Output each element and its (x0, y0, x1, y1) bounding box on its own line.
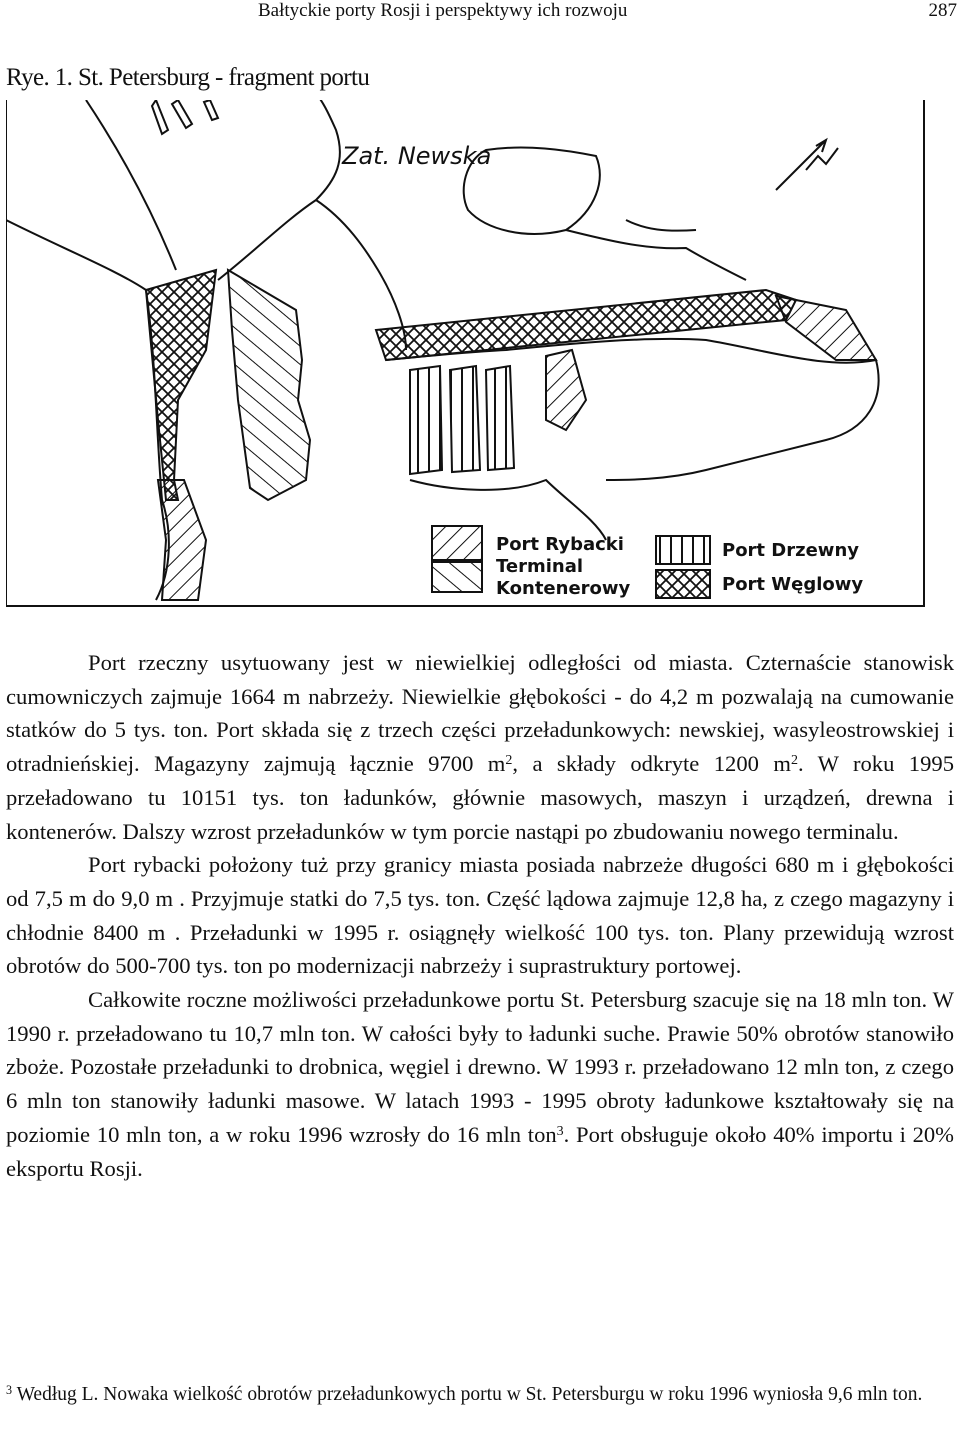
pier-tip (546, 350, 586, 430)
legend-label-weglowy: Port Węglowy (722, 574, 864, 595)
bay-label: Zat. Newska (342, 142, 492, 170)
port-map (6, 100, 926, 630)
footnote-marker: 3 (6, 1382, 13, 1397)
paragraph-3-text-b: . Port obsługuje około 40% importu i 20% eksportu Rosji. (6, 1121, 954, 1181)
paragraph-3-text-a: Całkowite roczne możliwości przeładunkowe portu St. Petersburg szacuje się na 18 mln ton. W 1990 r. przeładowano tu 10,7 mln ton. W całości były to ładunki suche. Prawie 50% obrotów stanowiło zboże. Pozostałe przeładunki to drobnica, węgiel i drewno. W 1993 r. przeładowano 12 mln ton, z czego 6 mln ton stanowiły ładunki masowe. W latach 1993 - 1995 obroty ładunkowe kształtowały się na poziomie 10 mln ton, a w roku 1996 wzrosły do 16 mln ton (6, 987, 954, 1147)
coal-port-pier (146, 270, 216, 500)
paragraph-1 (6, 646, 954, 848)
north-arrow-icon (776, 140, 838, 190)
superscript: 2 (505, 753, 513, 769)
legend-swatch-terminal (432, 562, 482, 592)
legend-swatch-drzewny (656, 536, 710, 564)
terminal-zone (228, 270, 310, 500)
fishing-port-right (776, 296, 876, 360)
timber-pier-2 (450, 366, 480, 472)
legend-label-terminal: Terminal (496, 556, 584, 577)
superscript: 2 (790, 753, 798, 769)
timber-pier-3 (486, 366, 514, 470)
legend-label-kontenerowy: Kontenerowy (496, 578, 631, 599)
legend-label-drzewny: Port Drzewny (722, 540, 859, 561)
footnote (6, 1382, 954, 1408)
running-title: Bałtyckie porty Rosji i perspektywy ich rozwoju (258, 0, 628, 21)
footnote-reference: 3 (556, 1123, 564, 1139)
timber-pier-1 (410, 366, 442, 474)
paragraph-3 (6, 983, 954, 1185)
legend-swatch-rybacki (432, 526, 482, 560)
paragraph-2: Port rybacki położony tuż przy granicy miasta posiada nabrzeże długości 680 m i głębokości od 7,5 m do 9,0 m . Przyjmuje statki do 7,5 tys. ton. Część lądowa zajmuje 12,8 ha, z czego magazyny i chłodnie 8400 m . Przeładunki w 1995 r. osiągnęły wielkość 100 tys. ton. Plany przewidują wzrost obrotów do 500-700 tys. ton po modernizacji nabrzeży i suprastruktury portowej. (6, 852, 954, 979)
port-map-figure (6, 100, 926, 630)
paragraph-1-text-b: , a składy odkryte 1200 m (512, 751, 791, 777)
fishing-port-area (158, 480, 206, 600)
paragraph-1-text-c: . W roku 1995 przeładowano tu 10151 tys. ton ładunków, głównie masowych, maszyn i urządzeń, drewna i kontenerów. Dalszy wzrost przeładunków w tym porcie nastąpi po zbudowaniu nowego terminalu. (6, 751, 954, 844)
footnote-text: Według L. Nowaka wielkość obrotów przeładunkowych portu w St. Petersburgu w roku 1996 wyniosła 9,6 mln ton. (12, 1384, 923, 1405)
coal-port-quay (376, 290, 796, 360)
body-text (6, 646, 954, 1185)
legend-swatch-weglowy (656, 570, 710, 598)
paragraph-1-text-a: Port rzeczny usytuowany jest w niewielkiej odległości od miasta. Czternaście stanowisk cumowniczych zajmuje 1664 m nabrzeży. Niewielkie głębokości - do 4,2 m pozwalają na cumowanie statków do 5 tys. ton. Port składa się z trzech części przeładunkowych: newskiej, wasyleostrowskiej i otradnieńskiej. Magazyny zajmują łącznie 9700 m (6, 650, 954, 777)
running-header (0, 0, 960, 30)
legend-label-rybacki: Port Rybacki (496, 534, 624, 555)
figure-caption: Rye. 1. St. Petersburg - fragment portu (6, 64, 370, 91)
page-number: 287 (928, 0, 957, 21)
